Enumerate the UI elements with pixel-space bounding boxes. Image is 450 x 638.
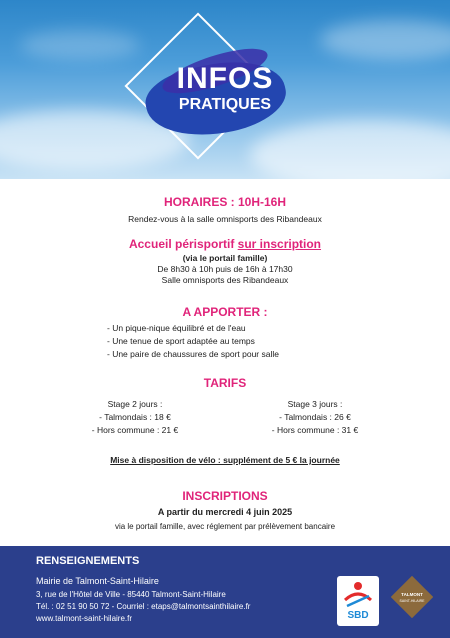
stage-3-jours: Stage 3 jours : - Talmondais : 26 € - Hors commune : 31 € — [271, 399, 359, 435]
header-title: INFOS — [176, 62, 274, 95]
svg-text:TALMONT: TALMONT — [401, 592, 423, 597]
accueil-title: Accueil périsportif sur inscription — [128, 237, 322, 251]
footer-org: Mairie de Talmont-Saint-Hilaire — [36, 576, 159, 586]
tarifs-title: TARIFS — [203, 376, 247, 390]
list-item: - Une tenue de sport adaptée au temps — [107, 336, 255, 346]
apporter-title: A APPORTER : — [182, 305, 268, 319]
footer-website[interactable]: www.talmont-saint-hilaire.fr — [36, 614, 133, 623]
talmont-logo — [391, 576, 433, 618]
stage-2-jours: Stage 2 jours : - Talmondais : 18 € - Hors commune : 21 € — [91, 399, 179, 435]
accueil-hours: De 8h30 à 10h puis de 16h à 17h30 — [157, 264, 293, 274]
inscriptions-date: A partir du mercredi 4 juin 2025 — [157, 507, 293, 517]
svg-text:SAINT-HILAIRE: SAINT-HILAIRE — [399, 599, 425, 603]
footer-address: 3, rue de l'Hôtel de Ville - 85440 Talmont-Saint-Hilaire — [36, 590, 226, 599]
inscriptions-section — [0, 489, 450, 531]
horaires-section — [0, 195, 450, 224]
hero-banner — [0, 0, 450, 179]
inscriptions-title: INSCRIPTIONS — [182, 489, 268, 503]
header-subtitle: PRATIQUES — [178, 96, 272, 113]
horaires-title: HORAIRES : 10H-16H — [163, 195, 287, 209]
inscriptions-text: via le portail famille, avec réglement par prélèvement bancaire — [114, 522, 336, 531]
velo-line: Mise à disposition de vélo : supplément de 5 € la journée — [110, 455, 340, 465]
horaires-text: Rendez-vous à la salle omnisports des Ribandeaux — [128, 214, 322, 224]
list-item: - Une paire de chaussures de sport pour salle — [107, 349, 279, 359]
sbd-logo — [337, 576, 379, 626]
accueil-place: Salle omnisports des Ribandeaux — [161, 275, 289, 285]
svg-text:SBD: SBD — [347, 610, 369, 621]
footer-contact[interactable]: Tél. : 02 51 90 50 72 - Courriel : etaps@talmontsainthilaire.fr — [36, 602, 251, 611]
list-item: - Un pique-nique équilibré et de l'eau — [107, 323, 246, 333]
accueil-section — [0, 237, 450, 285]
footer — [0, 546, 450, 638]
apporter-section — [0, 305, 450, 319]
apporter-list — [107, 323, 279, 359]
footer-title: RENSEIGNEMENTS — [36, 555, 140, 567]
accueil-sub: (via le portail famille) — [182, 253, 268, 263]
tarifs-section — [0, 376, 450, 390]
